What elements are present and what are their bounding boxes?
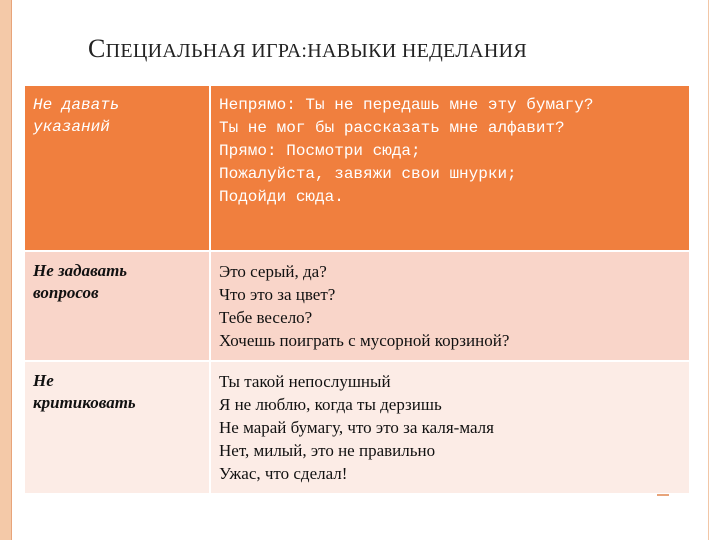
- example-line: Нет, милый, это не правильно: [219, 441, 436, 460]
- example-line: Подойди сюда.: [219, 188, 344, 206]
- table-row: [25, 86, 689, 251]
- examples-cell: [210, 86, 689, 251]
- slide-frame-right-line: [708, 0, 709, 540]
- rule-line: указаний: [33, 118, 110, 136]
- rule-cell: [25, 251, 210, 361]
- rule-line: вопросов: [33, 283, 99, 302]
- slide-title: [88, 34, 688, 64]
- slide-frame-left-line: [11, 0, 12, 540]
- example-line: Ты такой непослушный: [219, 372, 391, 391]
- example-line: Прямо: Посмотри сюда;: [219, 142, 421, 160]
- example-line: Я не люблю, когда ты дерзишь: [219, 395, 442, 414]
- examples-cell: [210, 361, 689, 493]
- rule-cell: [25, 361, 210, 493]
- example-line: Непрямо: Ты не передашь мне эту бумагу?: [219, 96, 594, 114]
- example-line: Хочешь поиграть с мусорной корзиной?: [219, 331, 510, 350]
- example-line: Это серый, да?: [219, 262, 327, 281]
- examples-cell: [210, 251, 689, 361]
- title-first-letter: С: [88, 34, 106, 63]
- example-line: Тебе весело?: [219, 308, 313, 327]
- table-row: [25, 251, 689, 361]
- rule-line: критиковать: [33, 393, 136, 412]
- example-line: Не марай бумагу, что это за каля-маля: [219, 418, 494, 437]
- rule-cell: [25, 86, 210, 251]
- rule-line: Не: [33, 371, 54, 390]
- rule-line: Не задавать: [33, 261, 128, 280]
- example-line: Что это за цвет?: [219, 285, 336, 304]
- rule-line: Не давать: [33, 96, 120, 114]
- title-rest: ПЕЦИАЛЬНАЯ ИГРА:НАВЫКИ НЕДЕЛАНИЯ: [105, 40, 528, 62]
- slide-frame-left-bar: [0, 0, 11, 540]
- example-line: Ты не мог бы рассказать мне алфавит?: [219, 119, 565, 137]
- example-line: Пожалуйста, завяжи свои шнурки;: [219, 165, 517, 183]
- table-row: [25, 361, 689, 493]
- skills-table: [25, 86, 689, 493]
- example-line: Ужас, что сделал!: [219, 464, 348, 483]
